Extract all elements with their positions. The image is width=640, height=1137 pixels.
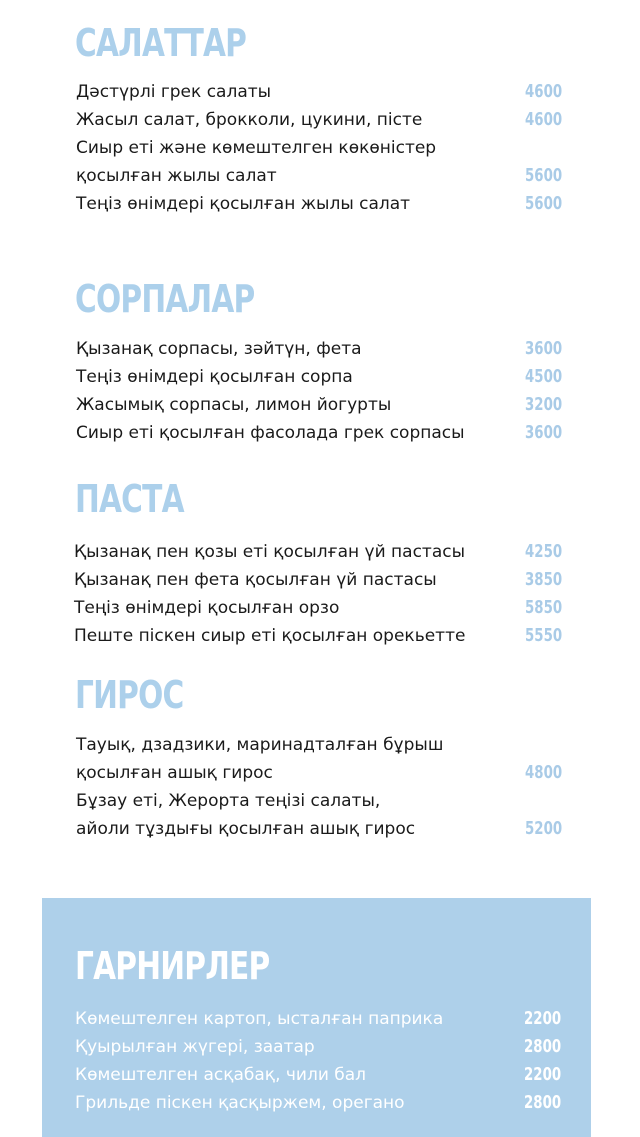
menu-item bbox=[76, 363, 562, 391]
item-price: 5850 bbox=[524, 597, 562, 618]
item-name: Жасымық сорпасы, лимон йогурты bbox=[76, 395, 392, 415]
item-name: Дәстүрлі грек салаты bbox=[76, 82, 272, 102]
item-price: 2800 bbox=[523, 1092, 561, 1113]
salads-title: САЛАТТАР bbox=[75, 21, 247, 65]
item-name: Теңіз өнімдері қосылған жылы салат bbox=[76, 194, 411, 214]
menu-item bbox=[76, 787, 562, 815]
menu-item bbox=[76, 162, 562, 190]
menu-item bbox=[75, 1033, 561, 1061]
menu-item bbox=[76, 731, 562, 759]
item-price: 3850 bbox=[524, 569, 562, 590]
menu-item bbox=[76, 391, 562, 419]
menu-item bbox=[74, 538, 562, 566]
menu-item bbox=[76, 335, 562, 363]
item-name: Теңіз өнімдері қосылған орзо bbox=[74, 598, 340, 618]
menu-item bbox=[76, 190, 562, 218]
item-price: 5200 bbox=[524, 818, 562, 839]
garnishes-title: ГАРНИРЛЕР bbox=[75, 944, 270, 988]
item-name: қосылған жылы салат bbox=[76, 166, 277, 186]
item-name: Қызанақ сорпасы, зәйтүн, фета bbox=[76, 339, 362, 359]
menu-item bbox=[76, 134, 562, 162]
menu-item bbox=[76, 78, 562, 106]
item-name: Көмештелген картоп, ысталған паприка bbox=[75, 1009, 444, 1029]
item-name: Бұзау еті, Жерорта теңізі салаты, bbox=[76, 791, 381, 811]
menu-item bbox=[74, 566, 562, 594]
item-price: 4600 bbox=[524, 109, 562, 130]
item-price: 4500 bbox=[524, 366, 562, 387]
item-name: Пеште піскен сиыр еті қосылған орекьетте bbox=[74, 626, 466, 646]
item-price: 5600 bbox=[524, 193, 562, 214]
item-price: 2800 bbox=[523, 1036, 561, 1057]
item-name: қосылған ашық гирос bbox=[76, 763, 273, 783]
menu-item bbox=[75, 1005, 561, 1033]
item-name: Қызанақ пен фета қосылған үй пастасы bbox=[74, 570, 437, 590]
menu-item bbox=[75, 1061, 561, 1089]
item-name: Қуырылған жүгері, заатар bbox=[75, 1037, 315, 1057]
item-price: 3600 bbox=[524, 422, 562, 443]
item-price: 5550 bbox=[524, 625, 562, 646]
item-price: 2200 bbox=[523, 1008, 561, 1029]
menu-item bbox=[76, 759, 562, 787]
item-price: 3600 bbox=[524, 338, 562, 359]
item-price: 4800 bbox=[524, 762, 562, 783]
item-name: Грильде піскен қасқыржем, орегано bbox=[75, 1093, 405, 1113]
item-name: Қызанақ пен қозы еті қосылған үй пастасы bbox=[74, 542, 466, 562]
item-name: Жасыл салат, брокколи, цукини, пісте bbox=[76, 110, 423, 130]
pasta-title: ПАСТА bbox=[75, 477, 184, 521]
item-price: 4600 bbox=[524, 81, 562, 102]
menu-item bbox=[74, 594, 562, 622]
item-name: Тауық, дзадзики, маринадталған бұрыш bbox=[76, 735, 444, 755]
item-name: Сиыр еті қосылған фасолада грек сорпасы bbox=[76, 423, 465, 443]
item-name: Көмештелген асқабақ, чили бал bbox=[75, 1065, 367, 1085]
item-price: 5600 bbox=[524, 165, 562, 186]
gyros-title: ГИРОС bbox=[75, 673, 184, 717]
item-name: Сиыр еті және көмештелген көкөністер bbox=[76, 138, 437, 158]
garnishes-panel bbox=[42, 898, 591, 1137]
item-price: 3200 bbox=[524, 394, 562, 415]
item-name: Теңіз өнімдері қосылған сорпа bbox=[76, 367, 353, 387]
menu-item bbox=[76, 419, 562, 447]
item-price: 2200 bbox=[523, 1064, 561, 1085]
menu-item bbox=[75, 1089, 561, 1117]
menu-item bbox=[74, 622, 562, 650]
menu-item bbox=[76, 106, 562, 134]
soups-title: СОРПАЛАР bbox=[75, 277, 255, 321]
menu-item bbox=[76, 815, 562, 843]
item-price: 4250 bbox=[524, 541, 562, 562]
item-name: айоли тұздығы қосылған ашық гирос bbox=[76, 819, 416, 839]
